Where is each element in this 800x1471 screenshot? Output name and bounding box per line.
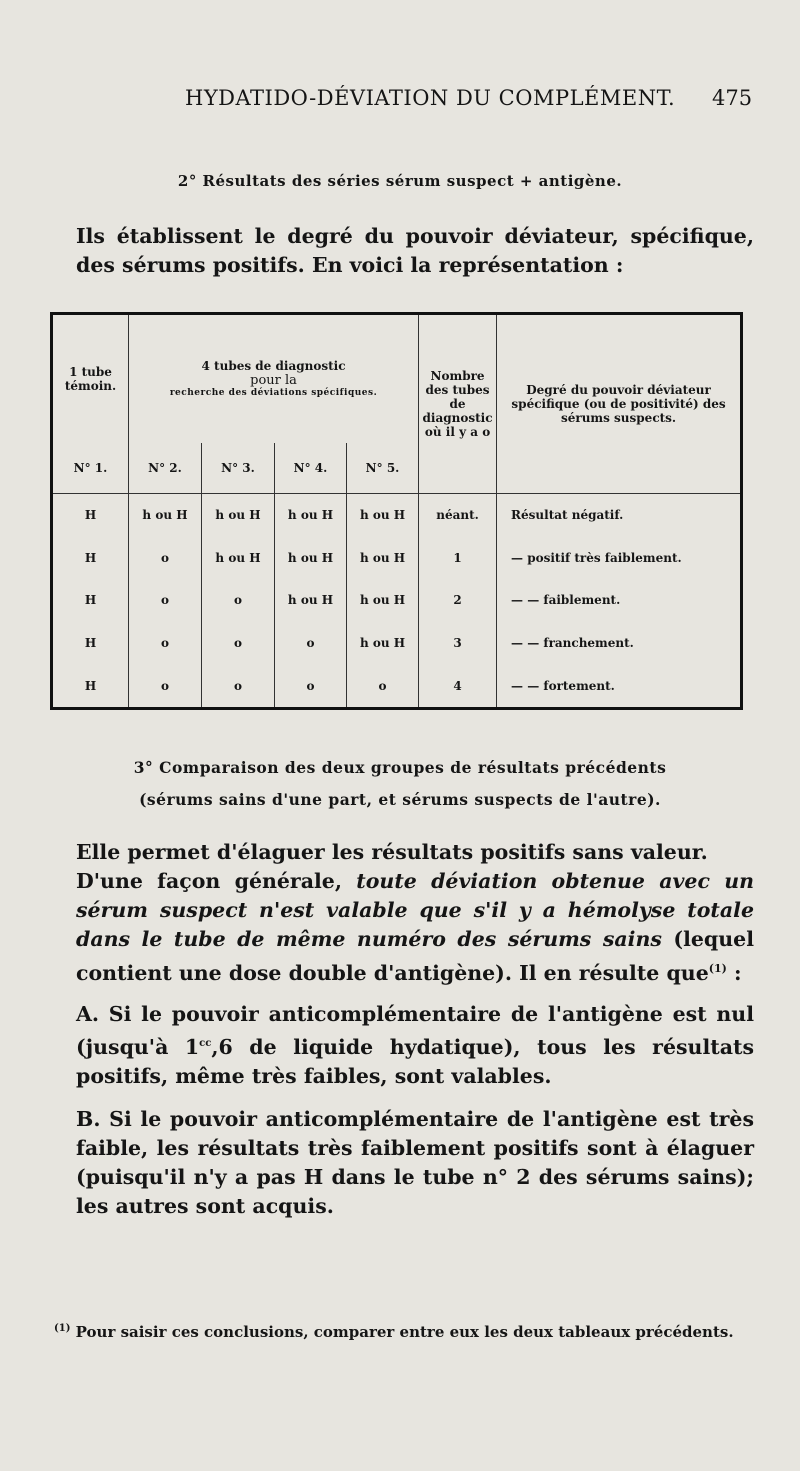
- cell-n2: o: [129, 622, 202, 665]
- pa-end: ,6 de liquide hydatique), tous les résultats positifs, même très faibles, sont valables.: [76, 1034, 754, 1088]
- col-header-nombre: Nombre des tubes de diagnostic où il y a o: [419, 314, 497, 494]
- footnote-ref: (1): [708, 962, 727, 975]
- cell-n5: o: [347, 664, 419, 708]
- pa-sup: cc: [199, 1037, 212, 1049]
- cell-n3: o: [202, 664, 275, 708]
- section-2-paragraph: Ils établissent le degré du pouvoir déviateur, spécifique, des sérums positifs. En voici la représentation :: [76, 224, 754, 277]
- cell-degre: Résultat négatif.: [497, 493, 742, 536]
- diag-header-mid: pour la: [250, 373, 297, 389]
- cell-nombre: 2: [419, 579, 497, 622]
- cell-nombre: néant.: [419, 493, 497, 536]
- paragraph-a: [50, 1000, 754, 1091]
- cell-n3: h ou H: [202, 536, 275, 579]
- section-3-heading-line1: 3° Comparaison des deux groupes de résultats précédents: [133, 758, 667, 777]
- p2-start: D'une façon générale,: [76, 869, 357, 893]
- cell-n2: o: [129, 664, 202, 708]
- cell-nombre: 1: [419, 536, 497, 579]
- sub-header-n2: N° 2.: [129, 443, 202, 493]
- cell-n1: H: [84, 550, 97, 565]
- sub-header-n3: N° 3.: [202, 443, 275, 493]
- cell-n3: o: [202, 622, 275, 665]
- cell-n5: h ou H: [347, 493, 419, 536]
- p2-italic: toute déviation obtenue avec un sérum suspect n'est valable que s'il y a hémolyse totale dans le tube de même numéro des sérums sains: [76, 869, 755, 951]
- section-3-text: [50, 838, 754, 1221]
- footnote-text: Pour saisir ces conclusions, comparer entre eux les deux tableaux précédents.: [75, 1323, 734, 1341]
- cell-degre: — positif très faiblement.: [497, 536, 742, 579]
- section-2-heading: 2° Résultats des séries sérum suspect + antigène.: [177, 172, 623, 190]
- cell-n4: h ou H: [275, 579, 347, 622]
- table-row: [52, 622, 742, 665]
- cell-nombre: 3: [419, 622, 497, 665]
- col-header-degre: Degré du pouvoir déviateur spécifique (ou de positivité) des sérums suspects.: [497, 314, 742, 494]
- page-number: 475: [712, 86, 753, 110]
- table-row: [52, 664, 742, 708]
- paragraph-2: [50, 867, 754, 988]
- table-row: [52, 493, 742, 536]
- diag-header-top: 4 tubes de diagnostic: [201, 359, 346, 374]
- cell-n4: o: [275, 622, 347, 665]
- cell-n1: H: [52, 493, 129, 536]
- cell-degre: — — faiblement.: [497, 579, 742, 622]
- col-header-diagnostic: [129, 314, 419, 443]
- diag-header-bottom: recherche des déviations spécifiques.: [169, 388, 378, 399]
- section-3-heading-line2: (sérums sains d'une part, et sérums suspects de l'autre).: [139, 790, 661, 809]
- sub-header-n1: N° 1.: [73, 460, 108, 475]
- cell-degre: — — fortement.: [497, 664, 742, 708]
- cell-n4: h ou H: [275, 536, 347, 579]
- cell-n4: o: [275, 664, 347, 708]
- cell-n5: h ou H: [347, 536, 419, 579]
- cell-n2: o: [129, 579, 202, 622]
- running-header: HYDATIDO-DÉVIATION DU COMPLÉMENT.: [185, 86, 676, 110]
- p2-end: (lequel contient une dose double d'antigène). Il en résulte que: [76, 927, 754, 985]
- cell-n3: h ou H: [202, 493, 275, 536]
- sub-header-n4: N° 4.: [275, 443, 347, 493]
- cell-n4: h ou H: [275, 493, 347, 536]
- cell-nombre: 4: [419, 664, 497, 708]
- table-row: [52, 536, 742, 579]
- cell-n1: H: [84, 593, 97, 608]
- paragraph-b: B. Si le pouvoir anticomplémentaire de l'antigène est très faible, les résultats très faiblement positifs sont à élaguer (puisqu'il n'y a pas H dans le tube n° 2 des sérums sains); les autres sont acquis.: [76, 1106, 754, 1218]
- section-2-text: [50, 222, 754, 280]
- table-row: [52, 579, 742, 622]
- cell-n5: h ou H: [347, 622, 419, 665]
- pa-start: A. Si le pouvoir anticomplémentaire de l'antigène est nul (jusqu'à 1: [76, 1001, 754, 1059]
- cell-n2: o: [129, 536, 202, 579]
- col-header-temoin: 1 tube témoin.: [64, 364, 117, 393]
- paragraph-1: Elle permet d'élaguer les résultats positifs sans valeur.: [76, 840, 708, 864]
- cell-n1: H: [84, 635, 97, 650]
- cell-n3: o: [202, 579, 275, 622]
- cell-n2: h ou H: [129, 493, 202, 536]
- footnote-mark: (1): [54, 1323, 71, 1334]
- cell-n5: h ou H: [347, 579, 419, 622]
- footnote: [30, 1316, 760, 1345]
- results-table: [50, 312, 743, 710]
- p2-colon: :: [726, 960, 742, 985]
- sub-header-n5: N° 5.: [347, 443, 419, 493]
- cell-degre: — — franchement.: [497, 622, 742, 665]
- cell-n1: H: [84, 678, 97, 693]
